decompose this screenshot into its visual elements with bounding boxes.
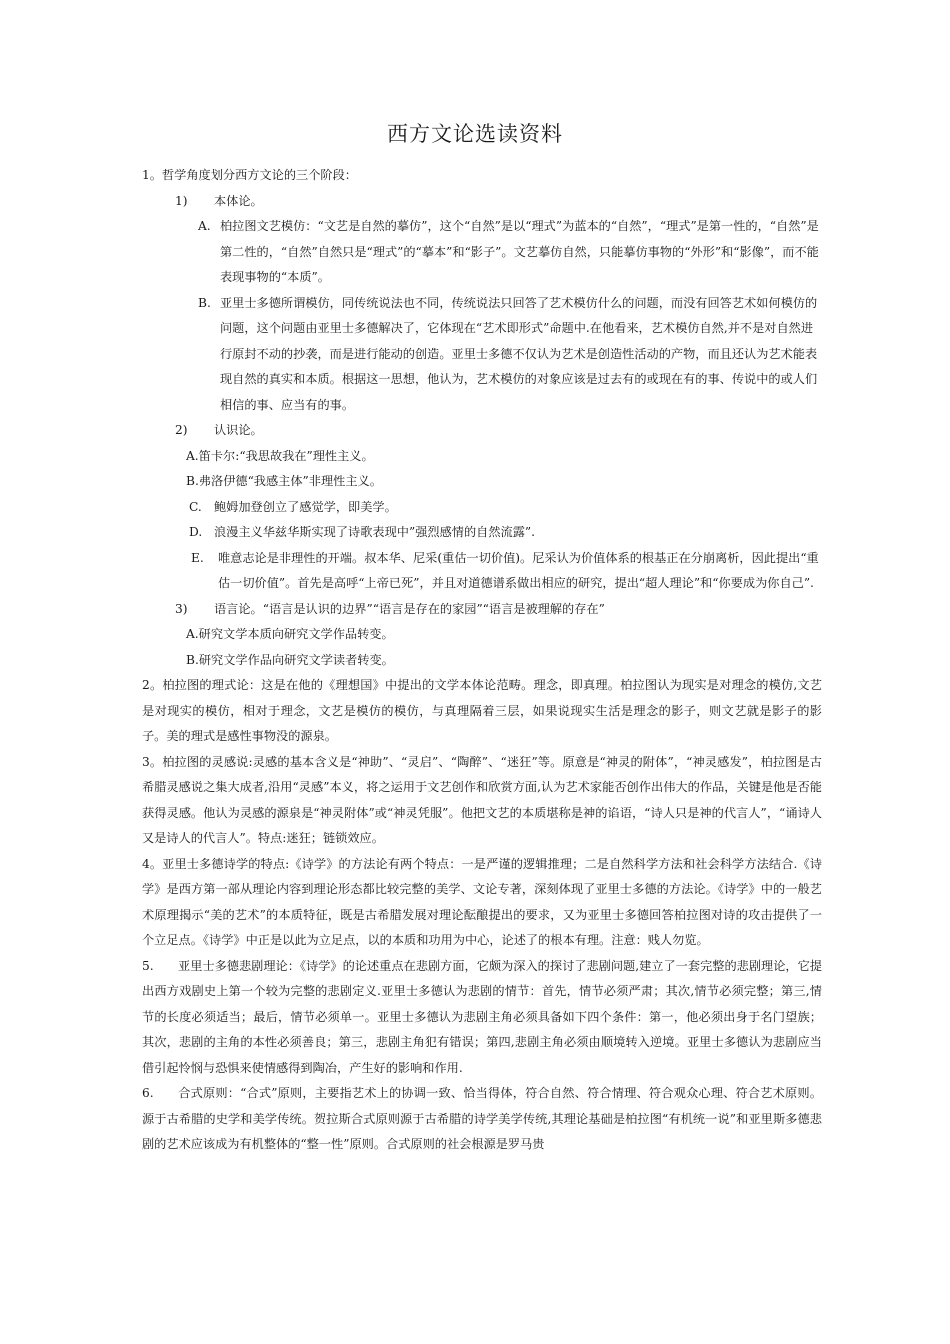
sub-item-wordsworth	[142, 520, 822, 546]
sub-item-baumgarten	[142, 495, 822, 521]
sub-item-freud: B.弗洛伊德“我感主体”非理性主义。	[186, 474, 382, 488]
sub-item-plato-mimesis	[142, 214, 822, 291]
section-number: 6.	[142, 1086, 154, 1100]
sub-item-text: 柏拉图文艺模仿：“文艺是自然的摹仿”，这个“自然”是以“理式”为蓝本的“自然”，“理式”是第一性的，“自然”是第二性的，“自然”自然只是“理式”的“摹本”和“影子”。文艺摹仿自然，只能摹仿事物的“外形”和“影像”，而不能表现事物的“本质”。	[220, 219, 819, 284]
section-4-poetics: 4。亚里士多德诗学的特点:《诗学》的方法论有两个特点：一是严谨的逻辑推理；二是自然科学方法和社会科学方法结合.《诗学》是西方第一部从理论内容到理论形态都比较完整的美学、文论专著，深刻体现了亚里士多德的方法论。《诗学》中的一般艺术原理揭示“美的艺术”的本质特征，既是古希腊发展对理论酝酿提出的要求，又为亚里士多德回答柏拉图对诗的攻击提供了一个立足点。《诗学》中正是以此为立足点，以的本质和功用为中心，论述了的根本有理。注意：贱人勿览。	[142, 856, 822, 947]
section-1-heading: 1。哲学角度划分西方文论的三个阶段：	[142, 168, 357, 182]
section-3-inspiration: 3。柏拉图的灵感说:灵感的基本含义是“神助”、“灵启”、“陶醉”、“迷狂”等。原意是“神灵的附体”，“神灵感发”，柏拉图是古希腊灵感说之集大成者,沿用“灵感”本义，将之运用于文艺创作和欣赏方面,认为艺术家能否创作出伟大的作品，关键是他是否能获得灵感。他认为灵感的源泉是“神灵附体”或“神灵凭服”。他把文艺的本质堪称是神的谄语，“诗人只是神的代言人”，“诵诗人又是诗人的代言人”。特点:迷狂；链锁效应。	[142, 754, 822, 845]
list-item-epistemology	[142, 418, 822, 444]
sub-item-label: B.	[198, 295, 211, 310]
sub-item-descartes: A.笛卡尔:“我思故我在”理性主义。	[186, 448, 374, 463]
section-text: 合式原则：“合式”原则，主要指艺术上的协调一致、恰当得体，符合自然、符合情理、符合观众心理、符合艺术原则。源于古希腊的史学和美学传统。贺拉斯合式原则源于古希腊的诗学美学传统,其理论基础是柏拉图“有机统一说”和亚里斯多德悲剧的艺术应该成为有机整体的“整一性”原则。合式原则的社会根源是罗马贵	[142, 1086, 822, 1151]
section-5-tragedy	[142, 954, 822, 1082]
sub-item-label: D.	[189, 525, 203, 539]
sub-item-label: C.	[189, 499, 202, 514]
sub-item-study-works: A.研究文学本质向研究文学作品转变。	[186, 627, 394, 641]
sub-item-voluntarism	[142, 546, 822, 597]
section-text: 亚里士多德悲剧理论：《诗学》的论述重点在悲剧方面，它颇为深入的探讨了悲剧问题,建立了一套完整的悲剧理论，它提出西方戏剧史上第一个较为完整的悲剧定义.亚里士多德认为悲剧的情节：首先，情节必须严肃；其次,情节必须完整；第三,情节的长度必须适当；最后，情节必须单一。亚里士多德认为悲剧主角必须具备如下四个条件：第一，他必须出身于名门望族；其次，悲剧的主角的本性必须善良；第三，悲剧主角犯有错误；第四,悲剧主角必须由顺境转入逆境。亚里士多德认为悲剧应当借引起怜悯与恐惧来使情感得到陶冶，产生好的影响和作用.	[142, 958, 822, 1075]
sub-item-text: 浪漫主义华兹华斯实现了诗歌表现中”强烈感情的自然流露”.	[214, 525, 536, 539]
list-number: 3)	[175, 601, 188, 616]
list-number: 1)	[175, 193, 188, 208]
sub-item-aristotle-mimesis	[142, 291, 822, 419]
section-6-decorum	[142, 1081, 822, 1158]
sub-item-label: A.	[198, 219, 211, 233]
list-item-text: 语言论。“语言是认识的边界”“语言是存在的家园”“语言是被理解的存在”	[214, 601, 605, 616]
sub-item-text: 鲍姆加登创立了感觉学，即美学。	[214, 499, 397, 514]
section-2-plato-ideas: 2。柏拉图的理式论：这是在他的《理想国》中提出的文学本体论范畴。理念，即真理。柏拉图认为现实是对理念的模仿,文艺是对现实的模仿，相对于理念，文艺是模仿的模仿，与真理隔着三层，如果说现实生活是理念的影子，则文艺就是影子的影子。美的理式是感性事物没的源泉。	[142, 678, 822, 743]
list-number: 2)	[175, 423, 188, 437]
list-item-text: 本体论。	[214, 193, 263, 208]
sub-item-text: 亚里士多德所谓模仿，同传统说法也不同，传统说法只回答了艺术模仿什么的问题，而没有回答艺术如何模仿的问题，这个问题由亚里士多德解决了，它体现在“艺术即形式”命题中.在他看来，艺术模仿自然,并不是对自然进行原封不动的抄袭，而是进行能动的创造。亚里士多德不仅认为艺术是创造性活动的产物，而且还认为艺术能表现自然的真实和本质。根据这一思想，他认为，艺术模仿的对象应该是过去有的或现在有的事、传说中的或人们相信的事、应当有的事。	[220, 295, 818, 412]
document-body	[142, 163, 822, 1158]
list-item-linguistics	[142, 597, 822, 623]
list-item-ontology	[142, 189, 822, 215]
list-item-text: 认识论。	[214, 423, 263, 437]
section-number: 5.	[142, 958, 154, 973]
sub-item-text: 唯意志论是非理性的开端。叔本华、尼采(重估一切价值)。尼采认为价值体系的根基正在分崩离析，因此提出“重估一切价值”。首先是高呼“上帝已死”，并且对道德谱系做出相应的研究，提出“超人理论”和“你要成为你自己”.	[218, 550, 819, 590]
page-title: 西方文论选读资料	[387, 122, 563, 146]
sub-item-label: E.	[191, 550, 204, 565]
sub-item-study-readers: B.研究文学作品向研究文学读者转变。	[186, 652, 394, 667]
